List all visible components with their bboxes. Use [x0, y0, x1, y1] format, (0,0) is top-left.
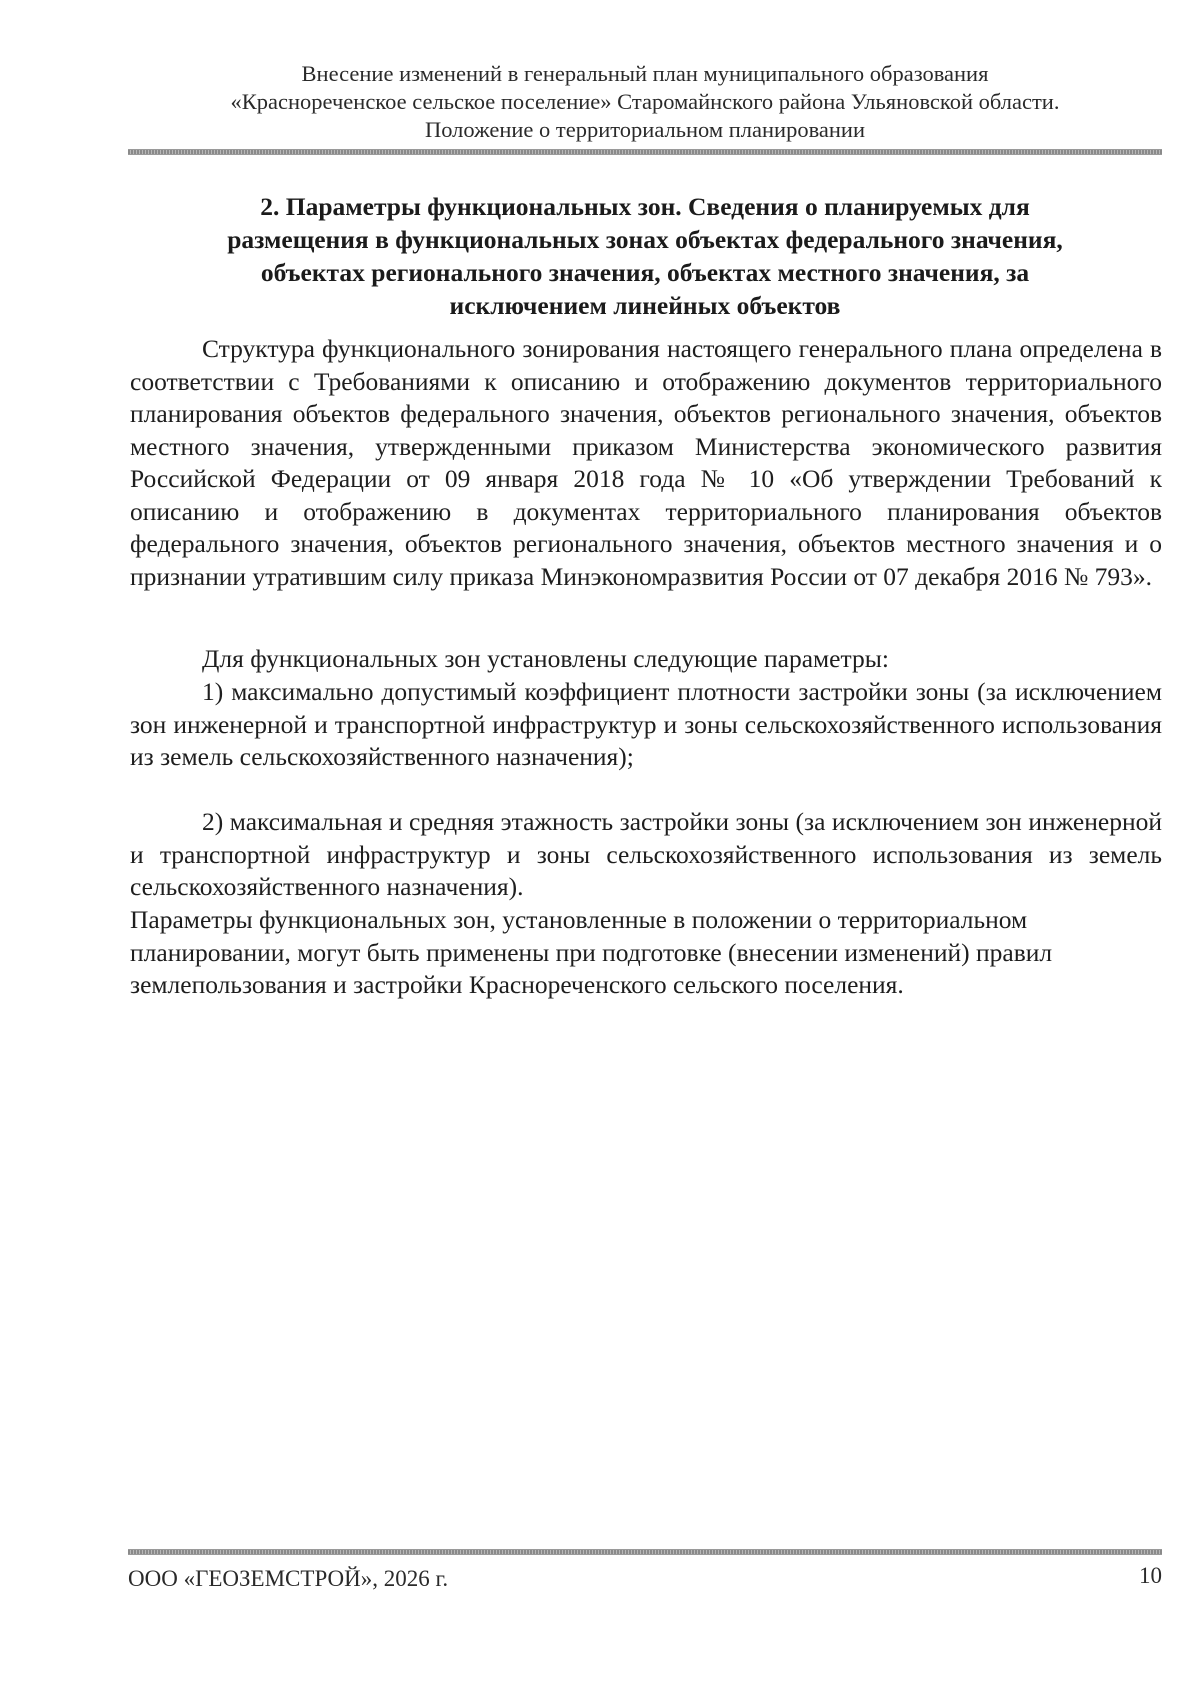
section-title: [128, 190, 1162, 322]
paragraph-parameters-intro: Для функциональных зон установлены следующие параметры:: [202, 644, 889, 673]
paragraph-item-1: 1) максимально допустимый коэффициент плотности застройки зоны (за исключением зон инженерной и транспортной инфраструктур и зоны сельскохозяйственного использования из земель сельскохозяйственного назначения);: [130, 677, 1162, 771]
section-title-line-4: исключением линейных объектов: [449, 291, 841, 320]
page-number: 10: [1139, 1563, 1162, 1588]
header-line-2: «Красноречeнское сельское поселение» Старомайнского района Ульяновской области.: [230, 89, 1060, 114]
paragraph-item-2: 2) максимальная и средняя этажность застройки зоны (за исключением зон инженерной и транспортной инфраструктур и зоны сельскохозяйственного использования из земель сельскохозяйственного назначения).: [130, 807, 1162, 901]
section-title-line-1: 2. Параметры функциональных зон. Сведения о планируемых для: [260, 192, 1030, 221]
section-title-line-2: размещения в функциональных зонах объектах федерального значения,: [227, 225, 1063, 254]
header-line-3: Положение о территориальном планировании: [424, 117, 866, 142]
paragraph-structure: Структура функционального зонирования настоящего генерального плана определена в соответствии с Требованиями к описанию и отображению документов территориального планирования объектов федерального значения, объектов регионального значения, объектов местного значения, утвержденными приказом Министерства экономического развития Российской Федерации от 09 января 2018 года № 10 «Об утверждении Требований к описанию и отображению в документах территориального планирования объектов федерального значения, объектов регионального значения, объектов местного значения и о признании утратившим силу приказа Минэкономразвития России от 07 декабря 2016 № 793».: [130, 334, 1162, 591]
section-title-line-3: объектах регионального значения, объектах местного значения, за: [260, 258, 1030, 287]
header-divider: [128, 149, 1162, 155]
body-block-5: [130, 904, 1150, 1002]
footer-divider: [128, 1549, 1162, 1555]
header-line-1: Внесение изменений в генеральный план муниципального образования: [301, 61, 989, 86]
paragraph-conclusion: Параметры функциональных зон, установленные в положении о территориальном планировании, могут быть применены при подготовке (внесении изменений) правил землепользования и застройки Краснореченского сельского поселения.: [130, 905, 1053, 999]
body-block-4: [130, 806, 1162, 904]
body-block-3: [130, 676, 1162, 774]
body-block-2: [130, 643, 1162, 676]
footer-company: ООО «ГЕОЗЕМСТРОЙ», 2026 г.: [128, 1566, 449, 1591]
body-block-1: [130, 333, 1162, 593]
running-header: [128, 60, 1162, 144]
